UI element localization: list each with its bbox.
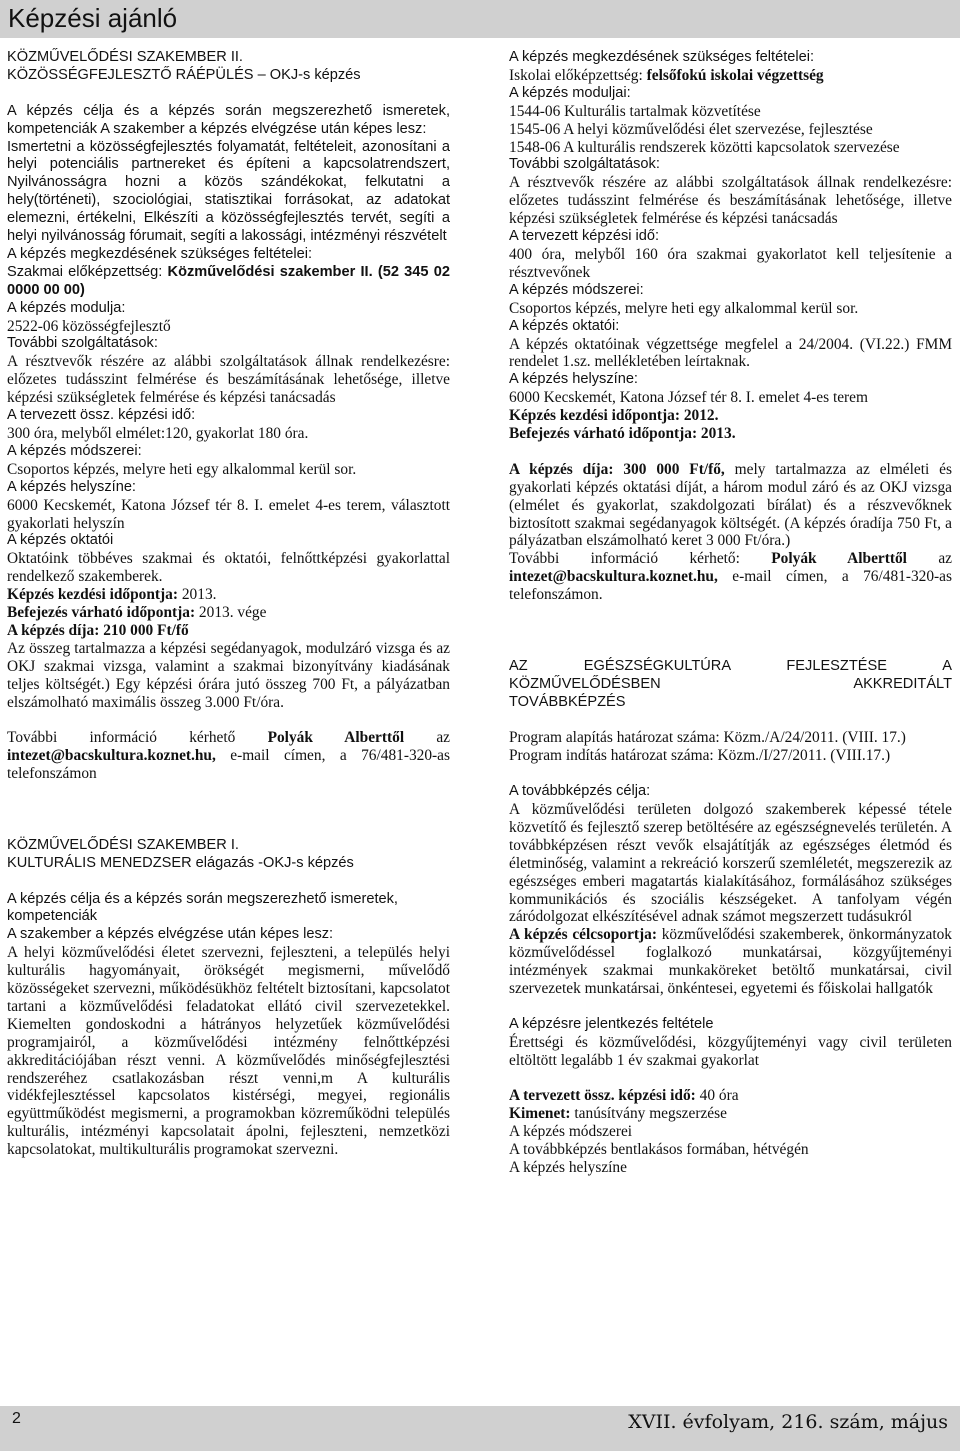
section-heading-line: KÖZMŰVELŐDÉSBEN AKKREDITÁLT — [509, 675, 952, 692]
module-item: 1545-06 A helyi közművelődési élet szervezése, fejlesztése — [509, 120, 873, 138]
location-label: A képzés helyszíne: — [509, 371, 638, 388]
methods-label: A képzés módszerei — [509, 1123, 633, 1141]
training-goal-sub: A szakember a képzés elvégzése után képes lesz: — [7, 926, 334, 943]
application-text: Érettségi és közművelődési, közgyűjteményi vagy civil területen eltöltött legalább 1 év szakmai gyakorlat — [509, 1033, 952, 1069]
methods-label: A képzés módszerei: — [7, 442, 142, 459]
instructors-label: A képzés oktatói — [7, 532, 114, 549]
module-value: 2522-06 közösségfejlesztő — [7, 317, 171, 335]
left-column — [7, 49, 450, 1159]
contact-info: További információ kérhető: Polyák Alberttől az intezet@bacskultura.koznet.hu, e-mail címen, a 76/481-320-as telefonszámon. — [509, 550, 953, 604]
contact-email-link[interactable]: intezet@bacskultura.koznet.hu, — [509, 568, 718, 586]
total-duration: A tervezett össz. képzési idő: 40 óra — [509, 1087, 739, 1105]
fee-text: Az összeg tartalmazza a képzési segédanyagok, modulzáró vizsga és az OKJ szakmai vizsga, valamint a szakmai bizonyítvány kiadásának teljes költségét.) Egy képzési órára jutó összeg 700 Ft, a pályázatban elszámolható maximális összeg 3.000 Ft/óra. — [7, 639, 450, 711]
services-text: A résztvevők részére az alábbi szolgáltatások állnak rendelkezésre: előzetes tudásszint felmérése és beszámításának lehetősége, illetve képzési szükségletek felmérése és képzési tanácsadás — [509, 174, 952, 228]
outcome: Kimenet: tanúsítvány megszerzése — [509, 1105, 727, 1123]
instructors-value: Oktatóink többéves szakmai és oktatói, felnőttképzési gyakorlattal rendelkező szakemberek. — [7, 550, 450, 586]
training-goal-intro: A képzés célja és a képzés során megszerezhető ismeretek, kompetenciák — [7, 890, 398, 925]
program-founding-number: Program alapítás határozat száma: Közm./A/24/2011. (VIII. 17.) — [509, 729, 906, 747]
methods-value: A továbbképzés bentlakásos formában, hétvégén — [509, 1141, 809, 1159]
section-heading-line: KULTURÁLIS MENEDZSER elágazás -OKJ-s képzés — [7, 854, 354, 871]
instructors-label: A képzés oktatói: — [509, 317, 620, 334]
module-label: A képzés modulja: — [7, 299, 126, 316]
prerequisite-value: Iskolai előképzettség: felsőfokú iskolai végzettség — [509, 66, 824, 84]
prerequisite-label: A képzés megkezdésének szükséges feltételei: — [7, 245, 313, 262]
page-number: 2 — [12, 1410, 21, 1427]
contact-info: További információ kérhető Polyák Alberttől az intezet@bacskultura.koznet.hu, e-mail címen, a 76/481-320-as telefonszámon — [7, 729, 451, 783]
target-group: A képzés célcsoportja: közművelődési szakemberek, önkormányzatok közművelődéssel foglalkozó munkatársai, közgyűjteményi intézmények szakmai munkaköreket betöltő munkatársai, civil szervezetek munkatársai, önkéntesei, egyetemi és főiskolai hallgatók — [509, 926, 952, 998]
services-text: A résztvevők részére az alábbi szolgáltatások állnak rendelkezésre: előzetes tudásszint felmérése és beszámításának lehetősége, illetve képzési szükségletek felmérése és képzési tanácsadás — [7, 353, 450, 407]
end-date: Befejezés várható időpontja: 2013. vége — [7, 604, 267, 622]
location-value: 6000 Kecskemét, Katona József tér 8. I. emelet 4-es terem, választott gyakorlati helyszín — [7, 496, 450, 532]
module-item: 1544-06 Kulturális tartalmak közvetítése — [509, 102, 761, 120]
section-heading-line: TOVÁBBKÉPZÉS — [509, 693, 626, 710]
location-label: A képzés helyszíne: — [7, 478, 136, 495]
instructors-value: A képzés oktatóinak végzettsége megfelel a 24/2004. (VI.22.) FMM rendelet 1.sz. mellékletében leírtaknak. — [509, 335, 952, 371]
prerequisite-label: A képzés megkezdésének szükséges feltételei: — [509, 49, 815, 65]
module-item: 1548-06 A kulturális rendszerek közötti kapcsolatok szervezése — [509, 138, 900, 156]
training-goal-intro: A képzés célja és a képzés során megszerezhető ismeretek, kompetenciák A szakember a képzés elvégzése után képes lesz: — [7, 102, 450, 137]
duration-label: A tervezett össz. képzési idő: — [7, 407, 196, 424]
duration-label: A tervezett képzési idő: — [509, 228, 660, 245]
fee: A képzés díja: 210 000 Ft/fő — [7, 621, 189, 639]
duration-value: 300 óra, melyből elmélet:120, gyakorlat 180 óra. — [7, 425, 309, 443]
course-goal-text: A közművelődési területen dolgozó szakemberek képessé tétele közvetítő és fejlesztő szerep betöltésére az egészségnevelés területén. A továbbképzésen részt vevők elsajátítják az egészséges életmód és életminőség, valamint a rekreáció korszerű szemléletét, megszerezik az egészséges emberi magatartás kialakításához, formálásához szükséges kommunikációs és szociális készségeket. A tanfolyam végén záródolgozat elkészítésével adnak számot megszerzett tudásukról — [509, 800, 952, 926]
start-date: Képzés kezdési időpontja: 2012. — [509, 407, 719, 425]
course-goal-label: A továbbképzés célja: — [509, 783, 651, 800]
fee-text: A képzés díja: 300 000 Ft/fő, mely tartalmazza az elméleti és gyakorlati képzés oktatási díját, a három modul záró és az OKJ vizsga (elmélet és gyakorlat, szakdolgozati bírálat) és a részvevőknek biztosított szakmai segédanyagok költségét. (A képzés óradíja 750 Ft, a pályázatban elszámolható keret 3 000 Ft/óra.) — [509, 460, 952, 550]
program-launch-number: Program indítás határozat száma: Közm./I/27/2011. (VIII.17.) — [509, 747, 891, 765]
issue-info: XVII. évfolyam, 216. szám, május — [628, 1411, 948, 1433]
contact-email-link[interactable]: intezet@bacskultura.koznet.hu, — [7, 747, 216, 765]
training-goal-text: Ismertetni a közösségfejlesztés folyamatát, feltételeit, azonosítani a helyi potenciális partnereket és építeni a kapcsolatrendszert, Nyilvánosságra hozni a közös szándékokat, felkutatni a hely(történeti), szociológiai, statisztikai forrásokat, az adatokat elemezni, értékelni, Elkészíti a közösségfejlesztés tervét, segíti a helyi nyilvánosság fórumait, segíti a lakossági, intézményi részvételt — [7, 138, 450, 245]
services-label: További szolgáltatások: — [509, 156, 660, 173]
training-goal-text: A helyi közművelődési életet szervezni, fejleszteni, a település helyi kulturális hagyományait, örökségét megismerni, művelődő közösségeket szervezni, működésükhöz feltételt biztosítani, kapcsolatot tartani a közművelődési feladatokat ellátó civil szervezetekkel. Kiemelten gondoskodni a hátrányos helyzetűek közművelődési programjairól, a közművelődési intézmény felnőttképzési akkreditációjában részt venni. A közművelődés minőségfejlesztési rendszeréhez csatlakozásban részt venni,m A kulturális vidékfejlesztéssel kapcsolatos kistérségi, megyei, regionális együttműködést megismerni, a programokban közreműködni település kulturális, intézményi kapcsolatait ápolni, fejleszteni, nemzetközi kapcsolatokat, multikulturális programokat szervezni. — [7, 944, 450, 1159]
contact-name: Polyák Alberttől — [267, 729, 405, 747]
prerequisite-value: Szakmai előképzettség: Közművelődési szakember II. (52 345 02 0000 00 00) — [7, 263, 450, 298]
modules-label: A képzés moduljai: — [509, 84, 631, 101]
fee: A képzés díja: 300 000 Ft/fő, — [509, 460, 725, 478]
location-value: 6000 Kecskemét, Katona József tér 8. I. emelet 4-es terem — [509, 389, 868, 407]
end-date: Befejezés várható időpontja: 2013. — [509, 425, 736, 443]
methods-value: Csoportos képzés, melyre heti egy alkalommal kerül sor. — [7, 460, 357, 478]
application-label: A képzésre jelentkezés feltétele — [509, 1015, 714, 1032]
right-column — [509, 49, 952, 1177]
contact-name: Polyák Alberttől — [771, 550, 907, 568]
page-title: Képzési ajánló — [8, 3, 178, 33]
duration-value: 400 óra, melyből 160 óra szakmai gyakorlatot kell teljesítenie a résztvevőnek — [509, 245, 952, 281]
methods-value: Csoportos képzés, melyre heti egy alkalommal kerül sor. — [509, 299, 859, 317]
section-heading-line: KÖZMŰVELŐDÉSI SZAKEMBER I. — [7, 836, 239, 853]
section-heading-line: AZ EGÉSZSÉGKULTÚRA FEJLESZTÉSE A — [509, 657, 952, 674]
location-label: A képzés helyszíne — [509, 1159, 627, 1177]
section-heading-line: KÖZÖSSÉGFEJLESZTŐ RÁÉPÜLÉS – OKJ-s képzés — [7, 66, 361, 83]
methods-label: A képzés módszerei: — [509, 281, 644, 298]
section-heading-line: KÖZMŰVELŐDÉSI SZAKEMBER II. — [7, 49, 243, 65]
start-date: Képzés kezdési időpontja: 2013. — [7, 586, 217, 604]
services-label: További szolgáltatások: — [7, 335, 158, 352]
